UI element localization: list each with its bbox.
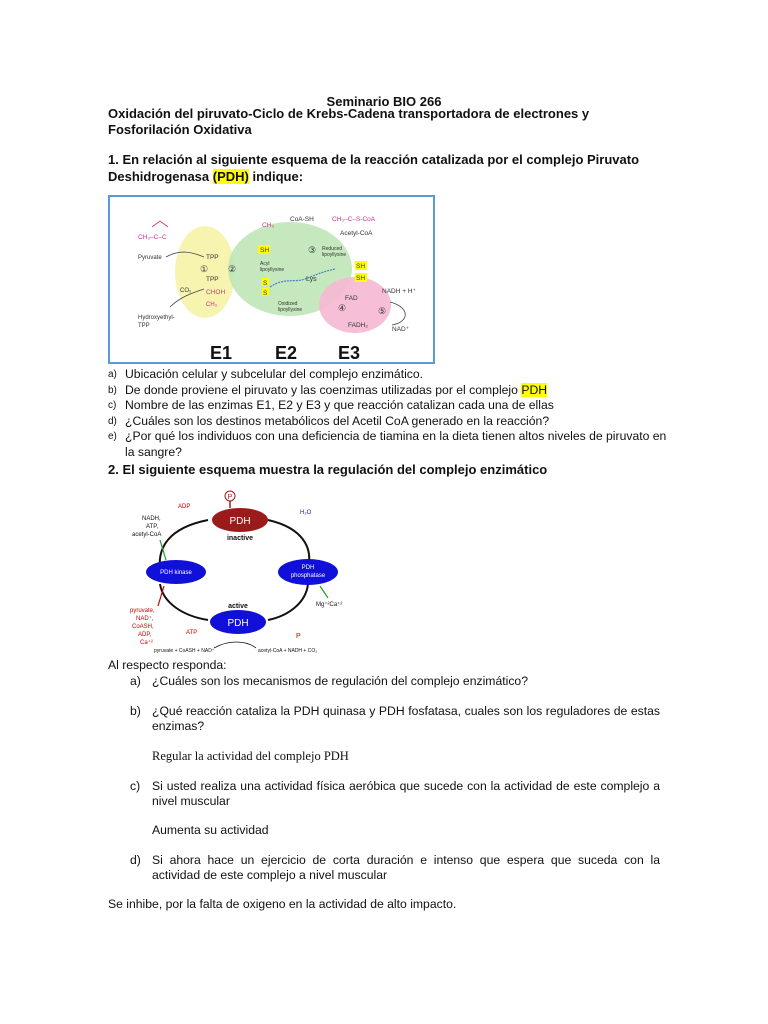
hydroxyethyl-tpp-label: TPP xyxy=(138,323,150,329)
list-item: c) Nombre de las enzimas E1, E2 y E3 y que reacción catalizan cada una de ellas xyxy=(108,398,554,412)
e2-acyl-formula: CH₃ xyxy=(262,222,275,229)
list-item: e) ¿Por qué los individuos con una deficiencia de tiamina en la dieta tienen altos niveles de piruvato en la sangre? xyxy=(108,429,667,459)
answer-c: Aumenta su actividad xyxy=(152,823,269,837)
list-item: a) Ubicación celular y subcelular del complejo enzimático. xyxy=(108,367,424,381)
fadh2-label: FADH₂ xyxy=(348,322,368,329)
reactants-label: pyruvate + CoASH + NAD⁺ xyxy=(154,648,215,654)
pdh-phosphatase-label-1: PDH xyxy=(301,565,315,571)
coa-sh-label: CoA-SH xyxy=(290,216,314,223)
e1-label: E1 xyxy=(210,343,233,363)
inactive-label: inactive xyxy=(226,535,254,542)
hydroxyethyl-label: Hydroxyethyl- xyxy=(138,315,175,321)
adp-regulator: ADP, xyxy=(138,632,152,638)
oxidized-label: Oxidized xyxy=(278,301,298,307)
atp-regulator: ATP, xyxy=(146,524,159,530)
pdh-reaction-diagram xyxy=(110,197,433,362)
document-title: Seminario BIO 266 xyxy=(326,94,442,109)
question-1-suffix: indique: xyxy=(248,169,304,184)
calcium-regulator: Ca⁺² xyxy=(140,640,153,646)
question-1-text: 1. En relación al siguiente esquema de la reacción catalizada por el complejo Piruvato Deshidrogenasa xyxy=(108,152,640,184)
tpp-1-label: TPP xyxy=(206,254,219,261)
nadh-regulator: NADH, xyxy=(142,516,161,522)
pdh-regulation-figure xyxy=(128,488,343,656)
pdh-reaction-figure xyxy=(108,195,435,364)
reduced-lipo-label: lipoyllysine xyxy=(322,252,347,258)
acetyl-coa-regulator: acetyl-CoA xyxy=(132,532,162,538)
answer-b: Regular la actividad del complejo PDH xyxy=(152,749,349,763)
pdh-active-label: PDH xyxy=(227,618,249,629)
phosphate-top-label: P xyxy=(227,494,233,501)
phosphate-bottom-label: P xyxy=(296,633,301,640)
ch3-label: CH₃ xyxy=(206,302,218,308)
coash-regulator: CoASH, xyxy=(132,624,154,630)
step-4-marker: ④ xyxy=(338,303,347,313)
pdh-phosphatase-label-2: phosphatase xyxy=(290,573,326,579)
step-1-marker: ① xyxy=(200,264,209,274)
pyruvate-label: Pyruvate xyxy=(138,255,162,261)
magnesium-calcium-label: Mg⁺²Ca⁺² xyxy=(316,602,343,608)
list-item: d) ¿Cuáles son los destinos metabólicos del Acetil CoA generado en la reacción? xyxy=(108,413,550,428)
products-label: acetyl-CoA + NADH + CO₂ xyxy=(258,648,318,654)
adp-label: ADP xyxy=(178,504,191,510)
fad-label: FAD xyxy=(345,295,358,302)
acyl-lipo-label: lipoyllysine xyxy=(260,267,285,273)
pdh-highlight: PDH xyxy=(521,382,548,397)
e3-label: E3 xyxy=(338,343,361,363)
oxidized-lipo-label: lipoyllysine xyxy=(278,307,303,313)
lys-label: Lys xyxy=(306,276,317,283)
active-label: active xyxy=(228,603,248,610)
pdh-regulation-diagram xyxy=(128,488,343,656)
final-answer: Se inhibe, por la falta de oxigeno en la actividad de alto impacto. xyxy=(108,897,457,911)
pdh-kinase-label: PDH kinase xyxy=(160,570,192,576)
s-1-label: S xyxy=(263,280,268,287)
list-item: b) De donde proviene el piruvato y las coenzimas utilizadas por el complejo PDH xyxy=(108,382,548,397)
pyruvate-formula: CH₃–C–C xyxy=(138,234,167,241)
question-2b: b) ¿Qué reacción cataliza la PDH quinasa y PDH fosfatasa, cuales son los reguladores de estas enzimas? xyxy=(130,704,660,733)
nad-regulator: NAD⁺, xyxy=(136,616,154,622)
question-2c: c) Si usted realiza una actividad física aeróbica que sucede con la actividad de este complejo a nivel muscular xyxy=(130,779,660,808)
question-1 xyxy=(108,151,678,185)
question-2a: a) ¿Cuáles son los mecanismos de regulación del complejo enzimático? xyxy=(130,674,528,688)
question-1-list xyxy=(108,367,678,460)
sh-2-label: SH xyxy=(356,275,366,282)
question-2d: d) Si ahora hace un ejercicio de corta duración e intenso que espera que suceda con la actividad de este complejo a nivel muscular xyxy=(130,853,660,882)
step-3-marker: ③ xyxy=(308,245,317,255)
document-subtitle: Oxidación del piruvato-Ciclo de Krebs-Cadena transportadora de electrones y Fosforilación Oxidativa xyxy=(108,106,590,137)
s-2-label: S xyxy=(263,290,268,297)
water-label: H₂O xyxy=(300,510,312,516)
sh-1-label: SH xyxy=(356,263,366,270)
nadh-label: NADH + H⁺ xyxy=(382,288,416,295)
step-5-marker: ⑤ xyxy=(378,306,387,316)
pyruvate-regulator: pyruvate, xyxy=(130,608,155,614)
acetyl-coa-label: Acetyl-CoA xyxy=(340,230,373,237)
tpp-2-label: TPP xyxy=(206,276,219,283)
acetyl-coa-formula: CH₃–C–S-CoA xyxy=(332,216,376,223)
choh-label: CHOH xyxy=(206,289,226,296)
sh-top-label: SH xyxy=(260,247,270,254)
pdh-inactive-label: PDH xyxy=(229,516,251,527)
nad-label: NAD⁺ xyxy=(392,326,410,333)
pdh-phosphatase xyxy=(278,559,338,585)
question-2: 2. El siguiente esquema muestra la regulación del complejo enzimático xyxy=(108,462,548,477)
respond-label: Al respecto responda: xyxy=(108,658,227,672)
step-2-marker: ② xyxy=(228,264,237,274)
acyl-label: Acyl xyxy=(260,261,270,267)
reduced-label: Reduced xyxy=(322,246,343,252)
question-1-highlight: (PDH) xyxy=(212,169,249,184)
co2-label: CO₂ xyxy=(180,288,192,294)
atp-bottom-label: ATP xyxy=(186,630,198,636)
e2-label: E2 xyxy=(275,343,298,363)
